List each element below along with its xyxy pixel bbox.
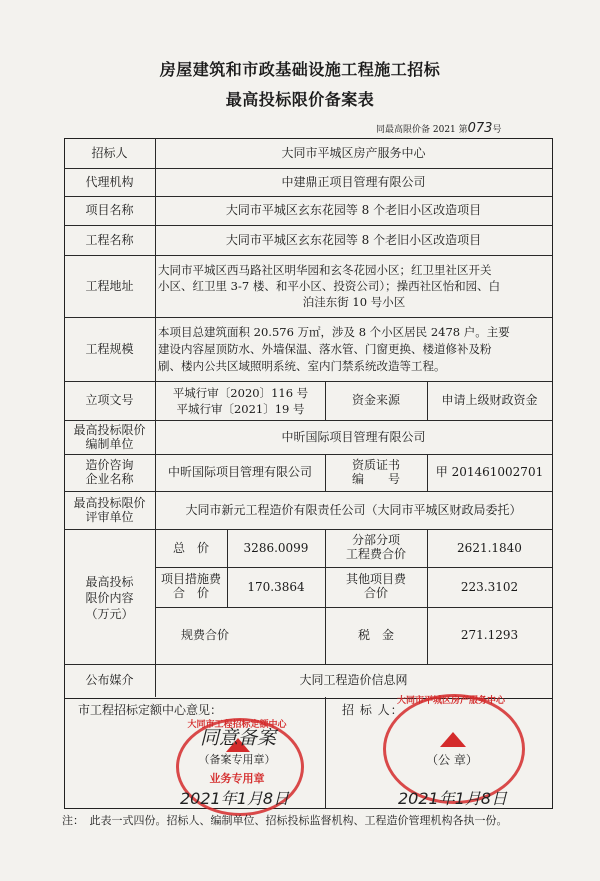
scale-value <box>158 324 550 375</box>
measures-label <box>155 572 227 600</box>
subitem-label-line: 分部分项 <box>351 533 400 547</box>
compiler-value: 中昕国际项目管理有限公司 <box>281 429 426 444</box>
price-content-label-line: （万元） <box>85 607 134 621</box>
review-label <box>64 496 155 524</box>
media-label: 公布媒介 <box>85 673 134 687</box>
agency-value: 中建鼎正项目管理有限公司 <box>281 174 426 189</box>
tax-label: 税 金 <box>357 628 394 642</box>
tenderer-label: 招标人 <box>91 145 128 160</box>
other-items-value: 223.3102 <box>460 579 519 594</box>
consult-label-line: 企业名称 <box>85 472 134 486</box>
cert-value: 甲 201461002701 <box>435 465 544 479</box>
agency-label: 代理机构 <box>85 174 134 189</box>
compiler-label <box>64 423 155 451</box>
address-value <box>158 262 550 310</box>
consult-value: 中昕国际项目管理有限公司 <box>167 465 312 479</box>
handwritten-approval: 同意备案 <box>200 727 277 749</box>
media-value: 大同工程造价信息网 <box>299 673 408 687</box>
scale-label: 工程规模 <box>85 341 134 356</box>
review-label-line: 评审单位 <box>85 510 134 524</box>
tenderer-seal-ring-text: 大同市平城区房产服务中心 <box>396 696 505 706</box>
total-price-value: 3286.0099 <box>243 540 309 555</box>
signing-date-left: 2021年1月8日 <box>180 789 290 808</box>
tenderer-value: 大同市平城区房产服务中心 <box>281 145 426 160</box>
address-label: 工程地址 <box>85 278 134 293</box>
tenderer-seal-inner-text: （公 章） <box>426 753 478 767</box>
signing-divider <box>325 697 326 809</box>
approval-line: 平城行审〔2021〕19 号 <box>176 402 305 416</box>
fund-value: 申请上级财政资金 <box>441 393 538 407</box>
address-line: 大同市平城区西马路社区明华园和玄冬花园小区；红卫里社区开关 <box>158 263 492 277</box>
other-items-label <box>325 572 427 600</box>
compiler-label-line: 最高投标限价 <box>73 423 146 437</box>
engineering-name-label: 工程名称 <box>85 232 134 247</box>
record-number <box>376 121 501 138</box>
record-number-suffix: 号 <box>492 125 502 135</box>
center-opinion-label: 市工程招标定额中心意见： <box>78 703 223 717</box>
approval-label: 立项文号 <box>85 393 134 407</box>
approval-value <box>158 385 323 417</box>
measures-value: 170.3864 <box>247 579 305 594</box>
filing-seal-inner-text: （备案专用章） <box>198 753 276 766</box>
title-line-1: 房屋建筑和市政基础设施工程施工招标 <box>159 60 441 79</box>
address-line: 泊洼东街 10 号小区 <box>302 295 406 309</box>
scale-line: 建设内容屋顶防水、外墙保温、落水管、门窗更换、楼道修补及粉 <box>158 342 492 356</box>
filing-seal-red-text: 业务专用章 <box>209 772 265 785</box>
subitem-label-line: 工程费合价 <box>345 547 406 561</box>
tax-value: 271.1293 <box>460 628 519 642</box>
price-content-label-line: 限价内容 <box>85 591 134 605</box>
tenderer-sign-label: 招 标 人： <box>342 703 404 717</box>
subitem-label <box>325 533 427 561</box>
price-content-label <box>64 574 155 622</box>
approval-line: 平城行审〔2020〕116 号 <box>172 386 309 400</box>
fees-label: 规费合价 <box>180 628 229 642</box>
cert-label-line: 资质证书 <box>351 458 400 472</box>
measures-label-line: 项目措施费 <box>160 572 221 586</box>
other-items-label-line: 其他项目费 <box>345 572 406 586</box>
record-number-handwritten: 073 <box>467 121 493 136</box>
signing-date-right: 2021年1月8日 <box>398 789 508 808</box>
cert-label <box>325 458 427 486</box>
subitem-value: 2621.1840 <box>457 540 522 555</box>
other-items-label-line: 合价 <box>363 586 388 600</box>
consult-label <box>64 458 155 486</box>
star-icon <box>440 732 466 747</box>
address-line: 小区、红卫里 3-7 楼、和平小区、投资公司）；操西社区怡和园、白 <box>158 279 501 293</box>
engineering-name-value: 大同市平城区玄东花园等 8 个老旧小区改造项目 <box>225 232 482 247</box>
review-value: 大同市新元工程造价有限责任公司（大同市平城区财政局委托） <box>185 502 522 517</box>
review-label-line: 最高投标限价 <box>73 496 146 510</box>
price-content-label-line: 最高投标 <box>85 575 134 589</box>
scale-line: 刷、楼内公共区域照明系统、室内门禁系统改造等工程。 <box>158 359 446 373</box>
record-number-prefix: 同最高限价备 2021 第 <box>376 125 468 135</box>
filing-seal-ring-text: 大同市工程招标定额中心 <box>187 720 287 730</box>
fund-label: 资金来源 <box>351 393 400 407</box>
footer-note: 注： 此表一式四份。招标人、编制单位、招标投标监督机构、工程造价管理机构各执一份。 <box>62 814 508 827</box>
scale-line: 本项目总建筑面积 20.576 万㎡，涉及 8 个小区居民 2478 户。主要 <box>158 325 510 339</box>
title-line-2: 最高投标限价备案表 <box>225 90 375 109</box>
cert-label-line: 编 号 <box>351 472 400 486</box>
project-name-label: 项目名称 <box>85 203 134 217</box>
consult-label-line: 造价咨询 <box>85 458 134 472</box>
fees-value <box>255 607 325 664</box>
project-name-value: 大同市平城区玄东花园等 8 个老旧小区改造项目 <box>225 203 482 217</box>
measures-label-line: 合 价 <box>172 586 209 600</box>
total-price-label: 总 价 <box>172 540 209 555</box>
compiler-label-line: 编制单位 <box>85 437 134 451</box>
